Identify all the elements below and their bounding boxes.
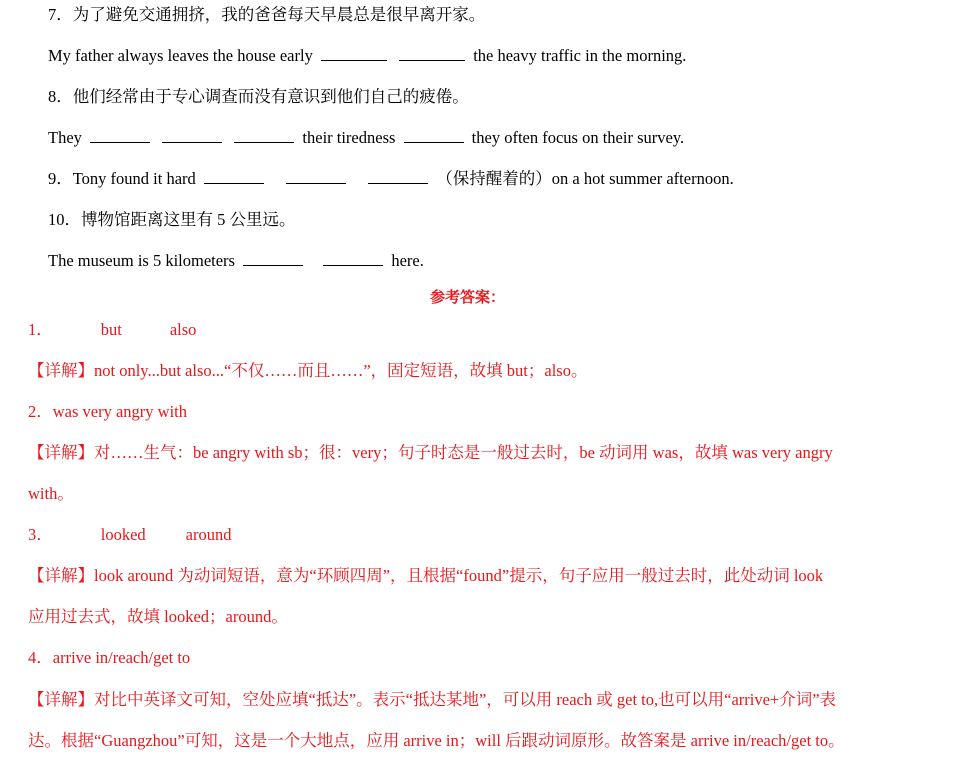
answer-2-explanation-line-1: 【详解】对……生气：be angry with sb；很：very；句子时态是一般过去时，be 动词用 was，故填 was very angry — [28, 443, 833, 462]
answer-2-explanation — [28, 443, 833, 463]
question-9-part-1: 9．Tony found it hard — [48, 169, 196, 188]
question-8-english-part-1: They — [48, 128, 82, 147]
answer-3-explanation-line-2: 应用过去式，故填 looked；around。 — [28, 607, 288, 626]
question-10-english-part-1: The museum is 5 kilometers — [48, 251, 235, 270]
question-7-english-part-2: the heavy traffic in the morning. — [473, 46, 687, 65]
answer-blank — [404, 128, 464, 143]
question-9-part-2: （保持醒着的）on a hot summer afternoon. — [436, 169, 734, 188]
question-8-english — [48, 128, 684, 148]
answer-4-explanation — [28, 690, 836, 710]
answer-blank — [323, 251, 383, 266]
answer-2 — [28, 402, 187, 422]
answer-1-explanation — [28, 361, 587, 381]
answer-blank — [243, 251, 303, 266]
answers-heading-text: 参考答案： — [430, 288, 506, 306]
question-7-english — [48, 46, 686, 66]
answer-2-explanation-line-2: with。 — [28, 484, 74, 503]
answer-3-word-2: around — [185, 525, 232, 544]
answer-1 — [28, 320, 196, 340]
answer-3-word-1: looked — [100, 525, 146, 544]
answer-blank — [286, 169, 346, 184]
answer-4-explanation-cont — [28, 731, 845, 751]
answer-blank — [90, 128, 150, 143]
answer-3-number: 3． — [28, 525, 53, 544]
question-8-chinese — [48, 87, 469, 107]
question-10-english — [48, 251, 424, 271]
question-10-chinese — [48, 210, 296, 230]
answer-3-explanation — [28, 566, 823, 586]
question-7-chinese-text: 7．为了避免交通拥挤，我的爸爸每天早晨总是很早离开家。 — [48, 5, 486, 24]
question-10-english-part-2: here. — [391, 251, 424, 270]
answers-heading — [430, 287, 505, 307]
answer-blank — [321, 46, 387, 61]
answer-blank — [399, 46, 465, 61]
answer-2-text: 2．was very angry with — [28, 402, 188, 421]
answer-4-explanation-line-2: 达。根据“Guangzhou”可知，这是一个大地点，应用 arrive in；will 后跟动词原形。故答案是 arrive in/reach/get to。 — [28, 731, 845, 750]
answer-3-explanation-line-1: 【详解】look around 为动词短语，意为“环顾四周”，且根据“found”提示，句子应用一般过去时，此处动词 look — [28, 566, 824, 585]
question-9 — [48, 169, 734, 189]
question-8-english-part-2: their tiredness — [302, 128, 396, 147]
answer-1-word-2: also — [169, 320, 197, 339]
answer-4-explanation-line-1: 【详解】对比中英译文可知，空处应填“抵达”。表示“抵达某地”，可以用 reach 或 get to,也可以用“arrive+介词”表 — [28, 690, 837, 709]
question-8-english-part-3: they often focus on their survey. — [471, 128, 685, 147]
answer-blank — [234, 128, 294, 143]
answer-3 — [28, 525, 232, 545]
question-7-english-part-1: My father always leaves the house early — [48, 46, 313, 65]
question-7-chinese — [48, 5, 485, 25]
answer-1-word-1: but — [100, 320, 122, 339]
answer-1-explanation-text: 【详解】not only...but also...“不仅……而且……”，固定短语，故填 but；also。 — [28, 361, 588, 380]
answer-2-explanation-cont — [28, 484, 74, 504]
answer-blank — [368, 169, 428, 184]
answer-1-number: 1． — [28, 320, 53, 339]
question-8-chinese-text: 8．他们经常由于专心调查而没有意识到他们自己的疲倦。 — [48, 87, 469, 106]
answer-blank — [162, 128, 222, 143]
answer-4-text: 4．arrive in/reach/get to — [28, 648, 191, 667]
question-10-chinese-text: 10．博物馆距离这里有 5 公里远。 — [48, 210, 296, 229]
answer-4 — [28, 648, 190, 668]
answer-blank — [204, 169, 264, 184]
answer-3-explanation-cont — [28, 607, 288, 627]
